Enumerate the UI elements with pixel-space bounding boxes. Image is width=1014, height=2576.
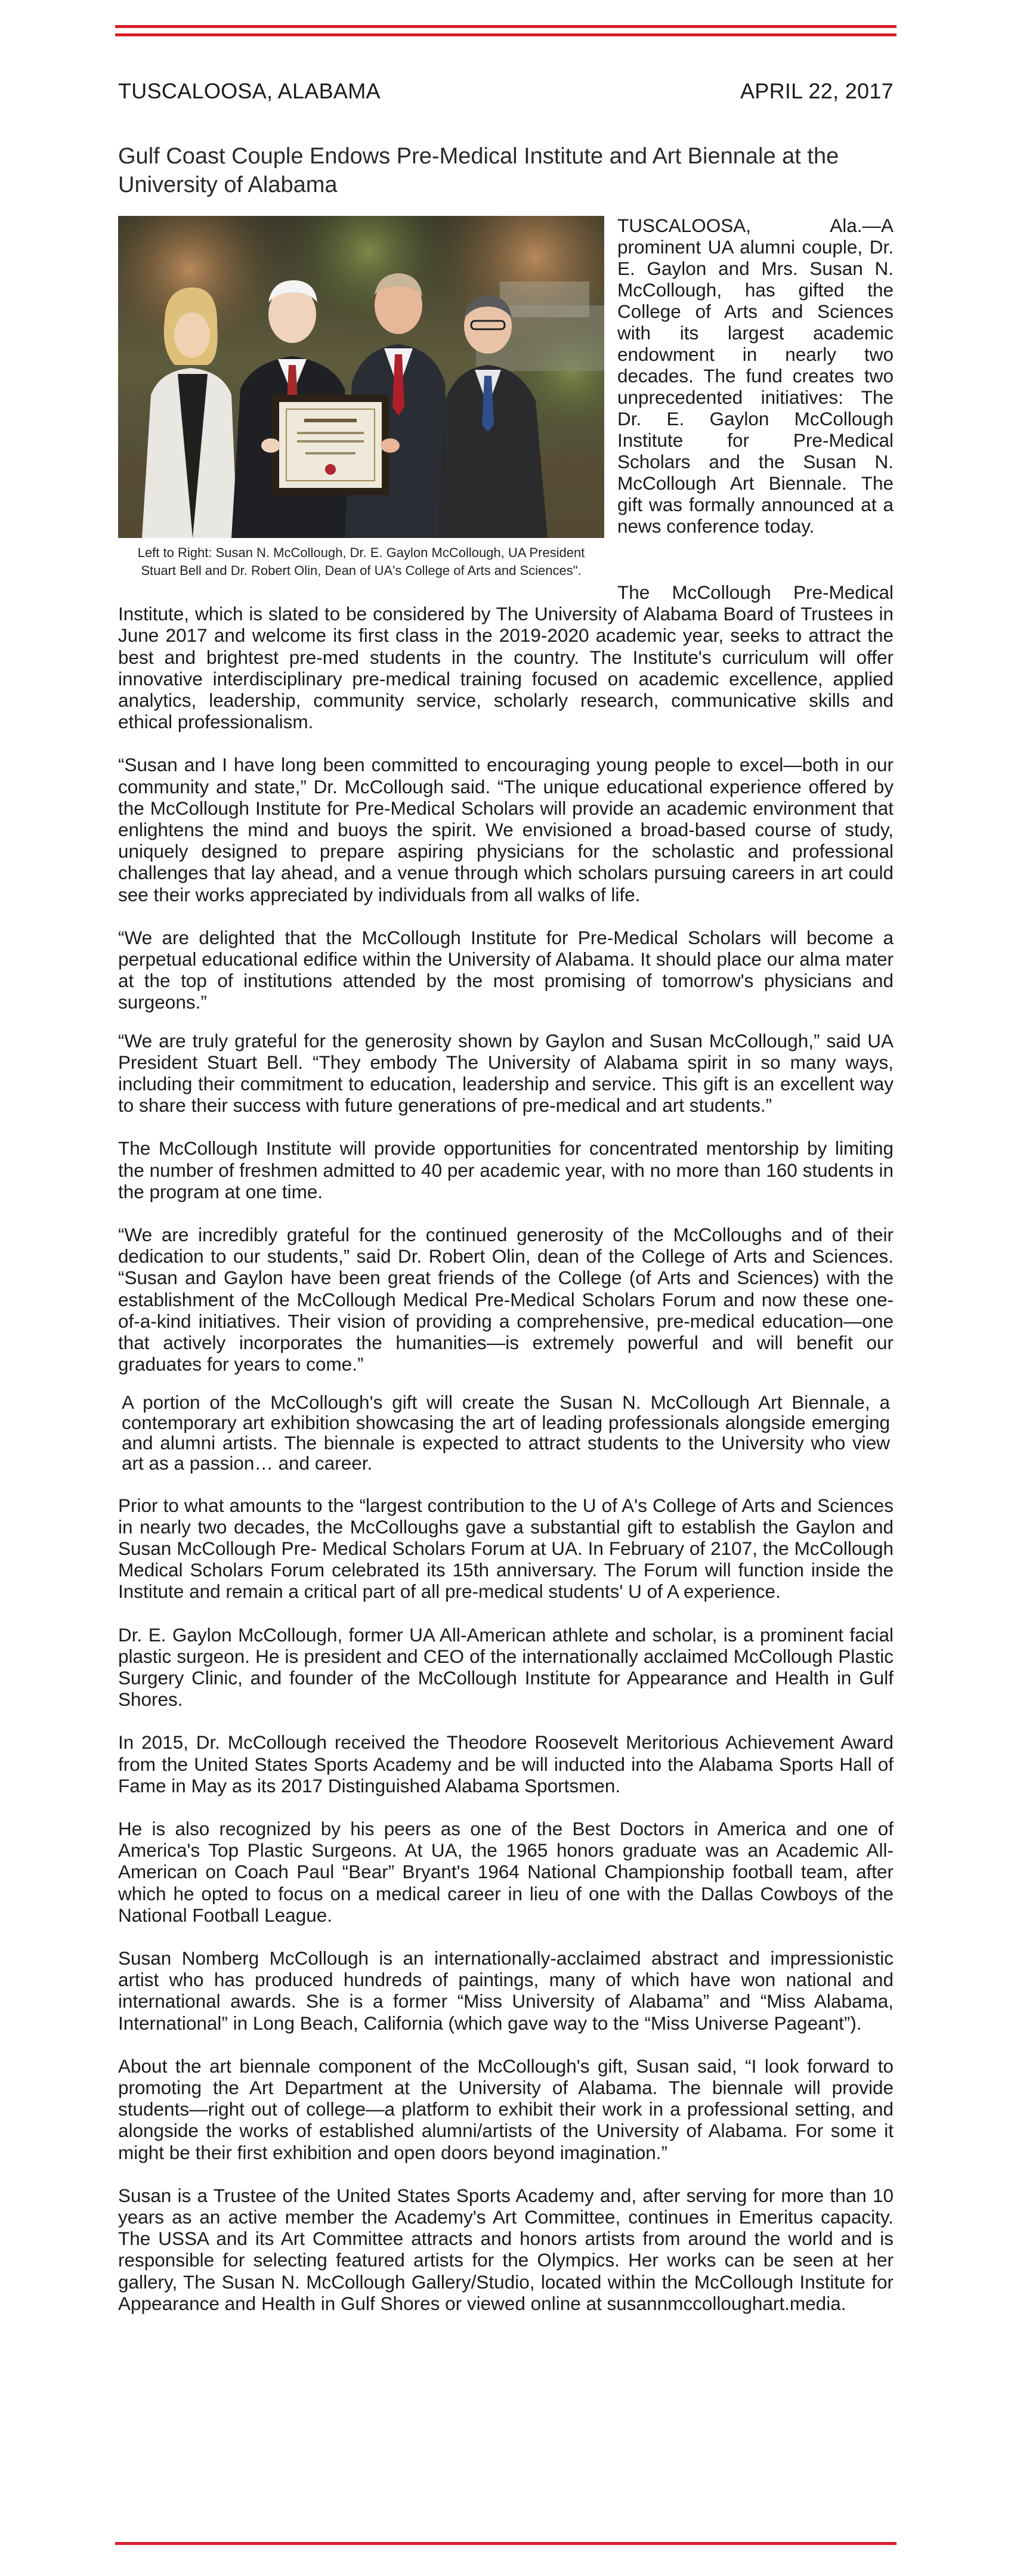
article-paragraph-9: Dr. E. Gaylon McCollough, former UA All-American athlete and scholar, is a prominent facial plastic surgeon. He is president and CEO of the internationally acclaimed McCollough Plastic Surgery Clinic, and founder of the McCollough Institute for Appearance and Health in Gulf Shores. (118, 1623, 894, 1711)
article-paragraph-14: Susan is a Trustee of the United States Sports Academy and, after serving for more than 10 years as an active member the Academy's Art Committee, continues in Emeritus capacity. The USSA and its Art Committee attracts and honors artists from around the world and is responsible for selecting featured artists for the Olympics. Her works can be seen at her gallery, The Susan N. McCollough Gallery/Studio, located within the McCollough Institute for Appearance and Health in Gulf Shores or viewed online at susannmccolloughart.media. (118, 2184, 894, 2314)
article-paragraph-6: “We are incredibly grateful for the continued generosity of the McColloughs and of their dedication to our students,” said Dr. Robert Olin, dean of the College of Arts and Sciences. “Susan and Gaylon have been great friends of the College (of Arts and Sciences) with the establishment of the McCollough Medical Pre-Medical Scholars Forum and now these one-of-a-kind initiatives. Their vision of providing a comprehensive, pre-medical education—one that actively incorporates the humanities—is extremely powerful and will benefit our graduates for years to come.” (118, 1224, 894, 1375)
bottom-rule (115, 2542, 896, 2545)
group-photo-image (118, 216, 604, 538)
dateline-city: TUSCALOOSA, ALABAMA (118, 79, 381, 103)
photo-caption-line-1: Left to Right: Susan N. McCollough, Dr. E. Gaylon McCollough, UA President (137, 545, 585, 560)
article-paragraph-12: Susan Nomberg McCollough is an internationally-acclaimed abstract and impressionistic artist who has produced hundreds of paintings, many of which have won national and international awards. She is a former “Miss University of Alabama” and “Miss Alabama, International” in Long Beach, California (which gave way to the “Miss Universe Pageant”). (118, 1947, 894, 2034)
article-paragraph-7: A portion of the McCollough's gift will create the Susan N. McCollough Art Biennale, a contemporary art exhibition showcasing the art of leading professionals alongside emerging and alumni artists. The biennale is expected to attract students to the University who view art as a passion… and career. (122, 1391, 890, 1474)
lead-paragraph: TUSCALOOSA, Ala.—A prominent UA alumni couple, Dr. E. Gaylon and Mrs. Susan N. McCollough, has gifted the College of Arts and Sciences with its largest academic endowment in nearly two decades. The fund creates two unprecedented initiatives: The Dr. E. Gaylon McCollough Institute for Pre-Medical Scholars and the Susan N. McCollough Art Biennale. The gift was formally announced at a news conference today. (617, 215, 894, 537)
dateline-date: APRIL 22, 2017 (740, 79, 894, 103)
article-body (118, 582, 894, 2314)
headline: Gulf Coast Couple Endows Pre-Medical Institute and Art Biennale at the University of Alabama (118, 144, 839, 197)
article-paragraph-13: About the art biennale component of the McCollough's gift, Susan said, “I look forward to promoting the Art Department at the University of Alabama. The biennale will provide students—right out of college—a platform to exhibit their work in a professional setting, and alongside the works of established alumni/artists of the University of Alabama. For some it might be their first exhibition and open doors beyond imagination.” (118, 2055, 894, 2163)
article-paragraph-11: He is also recognized by his peers as one of the Best Doctors in America and one of America's Top Plastic Surgeons. At UA, the 1965 honors graduate was an Academic All-American on Coach Paul “Bear” Bryant's 1964 National Championship football team, after which he opted to focus on a medical career in lieu of one with the Dallas Cowboys of the National Football League. (118, 1817, 894, 1926)
article-paragraph-10: In 2015, Dr. McCollough received the Theodore Roosevelt Meritorious Achievement Award from the United States Sports Academy and be will inducted into the Alabama Sports Hall of Fame in May as its 2017 Distinguished Alabama Sportsmen. (118, 1731, 894, 1796)
photo-caption-line-2: Stuart Bell and Dr. Robert Olin, Dean of UA's College of Arts and Sciences". (141, 563, 582, 578)
article-paragraph-4: “We are truly grateful for the generosity shown by Gaylon and Susan McCollough,” said UA President Stuart Bell. “They embody The University of Alabama spirit in so many ways, including their commitment to education, leadership and service. This gift is an excellent way to share their success with future generations of pre-medical and art students.” (118, 1029, 894, 1117)
article-paragraph-2: “Susan and I have long been committed to encouraging young people to excel—both in our community and state,” Dr. McCollough said. “The unique educational experience offered by the McCollough Institute for Pre-Medical Scholars will provide an academic environment that enlightens the mind and buoys the spirit. We envisioned a broad-based course of study, uniquely designed to prepare aspiring physicians for the scholastic and professional challenges that lay ahead, and a venue through which scholars pursuing careers in art could see their works appreciated by individuals from all walks of life. (118, 754, 894, 905)
dateline (118, 79, 894, 109)
photo-caption (118, 544, 604, 580)
group-photo (118, 216, 604, 538)
article-paragraph-8: Prior to what amounts to the “largest contribution to the U of A's College of Arts and Sciences in nearly two decades, the McColloughs gave a substantial gift to establish the Gaylon and Susan McCollough Pre- Medical Scholars Forum at UA. In February of 2107, the McCollough Medical Scholars Forum celebrated its 15th anniversary. The Forum will function inside the Institute and remain a critical part of all pre-medical students' U of A experience. (118, 1494, 894, 1603)
article-paragraph-5: The McCollough Institute will provide opportunities for concentrated mentorship by limiting the number of freshmen admitted to 40 per academic year, with no more than 160 students in the program at one time. (118, 1137, 894, 1202)
top-rule (115, 25, 896, 28)
top-rule-second (115, 33, 896, 36)
article-paragraph-3: “We are delighted that the McCollough Institute for Pre-Medical Scholars will become a perpetual educational edifice within the University of Alabama. It should place our alma mater at the top of institutions attended by the most promising of tomorrow's physicians and surgeons.” (118, 926, 894, 1013)
article-paragraph-1: The McCollough Pre-Medical Institute, which is slated to be considered by The University of Alabama Board of Trustees in June 2017 and welcome its first class in the 2019-2020 academic year, seeks to attract the best and brightest pre-med students in the country. The Institute's curriculum will offer innovative interdisciplinary pre-medical training focused on academic excellence, applied analytics, leadership, community service, scholarly research, communicative skills and ethical professionalism. (118, 582, 894, 733)
